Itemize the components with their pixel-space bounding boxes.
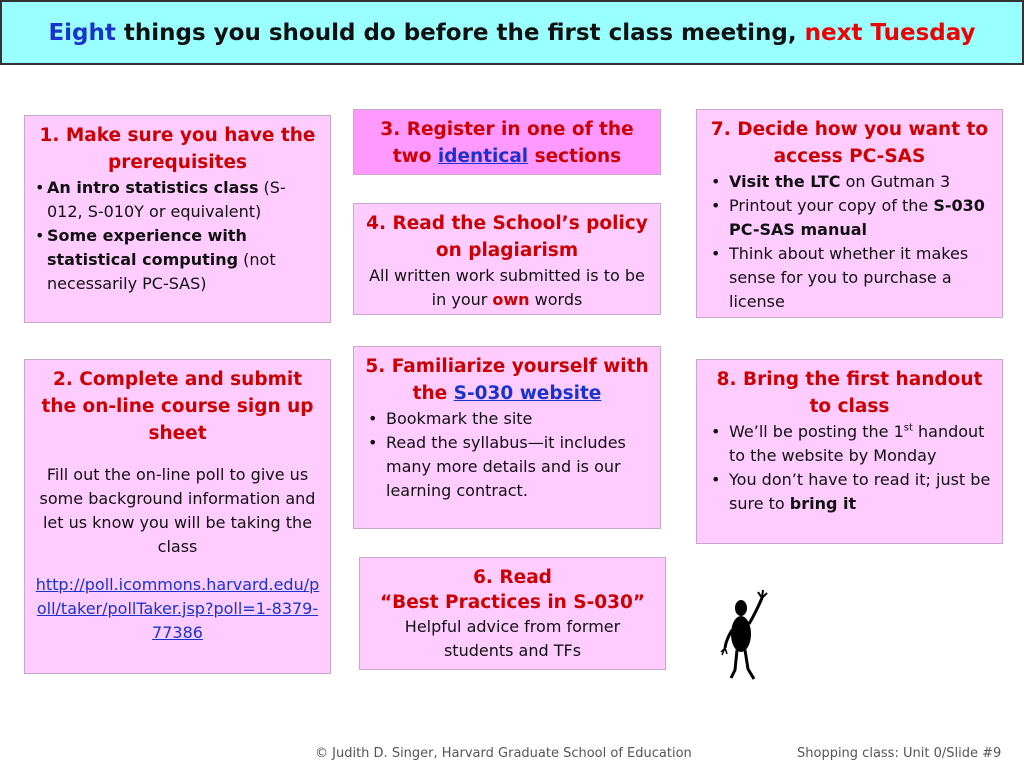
box1-list: [35, 176, 320, 296]
s030-website-link[interactable]: S-030 website: [453, 383, 602, 404]
box1-heading: 1. Make sure you have the prerequisites: [39, 125, 316, 173]
title-eight: Eight: [48, 19, 116, 46]
box-plagiarism: [353, 203, 661, 315]
identical-link[interactable]: identical: [437, 146, 529, 167]
box2-body: Fill out the on-line poll to give us some background information and let us know you will be taking the class: [39, 465, 316, 556]
title-tuesday: next Tuesday: [804, 19, 976, 46]
list-item: • Bookmark the site: [364, 407, 650, 431]
title-middle: things you should do before the first class meeting,: [115, 19, 805, 46]
box6-body: Helpful advice from former students and TFs: [404, 617, 621, 660]
box-website: [353, 346, 661, 529]
box6-heading-2: “Best Practices in S-030”: [379, 592, 646, 613]
box8-heading: 8. Bring the first handout to class: [716, 369, 983, 417]
footer-slide-number: Shopping class: Unit 0/Slide #9: [797, 746, 1002, 761]
list-item: • You don’t have to read it; just be sure to bring it: [707, 468, 992, 516]
box4-heading: 4. Read the School’s policy on plagiarism: [366, 213, 648, 261]
slide-title: [48, 20, 975, 46]
box7-heading: 7. Decide how you want to access PC-SAS: [710, 119, 989, 167]
box3-heading: 3. Register in one of the two identical sections: [380, 119, 634, 167]
list-item: • Read the syllabus—it includes many more details and is our learning contract.: [364, 431, 650, 503]
box4-body: All written work submitted is to be in your own words: [369, 266, 645, 309]
list-item: • Think about whether it makes sense for you to purchase a license: [707, 242, 992, 314]
box7-list: [707, 170, 992, 314]
stick-figure-icon: [718, 586, 770, 686]
box8-list: [707, 420, 992, 516]
box5-heading: 5. Familiarize yourself with the S-030 website: [365, 356, 649, 404]
box-prerequisites: [24, 115, 331, 323]
list-item: • Some experience with statistical computing (not necessarily PC-SAS): [35, 224, 320, 296]
footer-copyright: © Judith D. Singer, Harvard Graduate School of Education: [315, 746, 692, 761]
box-pc-sas: [696, 109, 1003, 318]
list-item: • Visit the LTC on Gutman 3: [707, 170, 992, 194]
box6-heading-1: 6. Read: [473, 567, 552, 588]
list-item: • We’ll be posting the 1st handout to the website by Monday: [707, 420, 992, 468]
list-item: • Printout your copy of the S-030 PC-SAS manual: [707, 194, 992, 242]
title-bar: [0, 0, 1024, 65]
box5-list: [364, 407, 650, 503]
box-signup: [24, 359, 331, 674]
box2-heading: 2. Complete and submit the on-line course sign up sheet: [41, 369, 314, 444]
box-first-handout: [696, 359, 1003, 544]
box-register: [353, 109, 661, 175]
poll-link[interactable]: http://poll.icommons.harvard.edu/poll/taker/pollTaker.jsp?poll=1-8379-77386: [35, 575, 320, 642]
list-item: • An intro statistics class (S-012, S-010Y or equivalent): [35, 176, 320, 224]
box-best-practices: [359, 557, 666, 670]
